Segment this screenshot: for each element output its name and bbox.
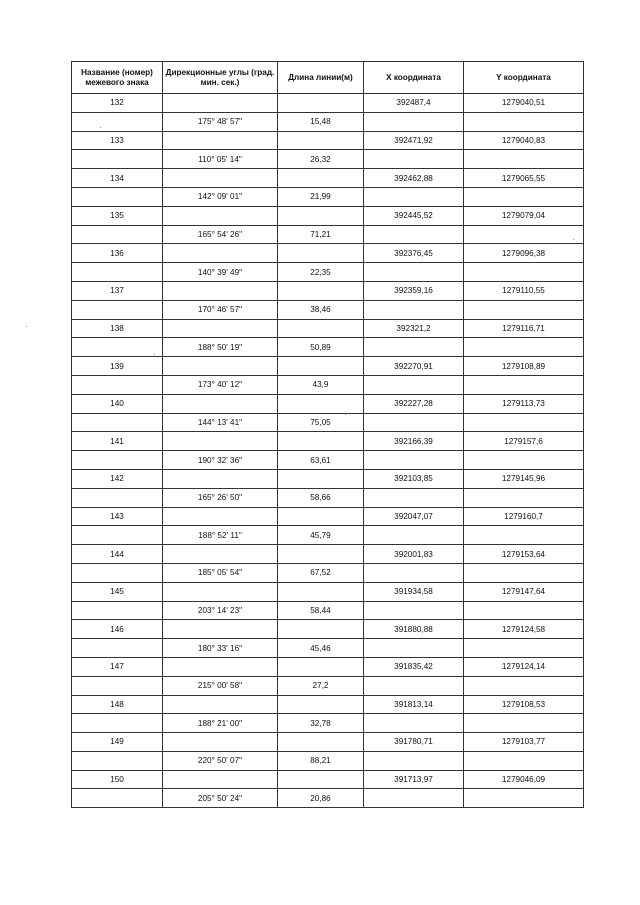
cell-x-coordinate — [364, 300, 464, 319]
cell-direction-angle: 203° 14' 23" — [163, 601, 278, 620]
cell-marker-name: 138 — [72, 319, 163, 338]
cell-x-coordinate: 392047,07 — [364, 507, 464, 526]
table-row — [72, 263, 584, 282]
cell-y-coordinate — [464, 563, 584, 582]
cell-y-coordinate: 1279157,6 — [464, 432, 584, 451]
cell-line-length: 22,35 — [278, 263, 364, 282]
cell-direction-angle — [163, 319, 278, 338]
table-header-row — [72, 62, 584, 94]
cell-marker-name — [72, 676, 163, 695]
header-line-length: Длина линии(м) — [278, 62, 364, 94]
table-row — [72, 206, 584, 225]
table-row — [72, 488, 584, 507]
cell-x-coordinate: 392359,16 — [364, 281, 464, 300]
cell-line-length — [278, 169, 364, 188]
cell-y-coordinate — [464, 187, 584, 206]
cell-y-coordinate — [464, 338, 584, 357]
cell-line-length — [278, 770, 364, 789]
cell-marker-name — [72, 751, 163, 770]
cell-direction-angle: 175° 48' 57" — [163, 112, 278, 131]
scan-speck — [26, 326, 27, 327]
cell-line-length: 50,89 — [278, 338, 364, 357]
cell-marker-name: 148 — [72, 695, 163, 714]
header-marker-name: Название (номер) межевого знака — [72, 62, 163, 94]
table-row — [72, 507, 584, 526]
cell-y-coordinate — [464, 601, 584, 620]
cell-direction-angle — [163, 770, 278, 789]
table-row — [72, 526, 584, 545]
table-row — [72, 714, 584, 733]
table-row — [72, 432, 584, 451]
cell-direction-angle — [163, 469, 278, 488]
cell-y-coordinate: 1279040,51 — [464, 94, 584, 113]
header-direction-angles: Дирекционные углы (град. мин. сек.) — [163, 62, 278, 94]
cell-y-coordinate — [464, 112, 584, 131]
table-row — [72, 131, 584, 150]
cell-y-coordinate — [464, 676, 584, 695]
cell-x-coordinate — [364, 263, 464, 282]
cell-line-length — [278, 94, 364, 113]
cell-marker-name: 132 — [72, 94, 163, 113]
cell-y-coordinate — [464, 451, 584, 470]
cell-x-coordinate: 392103,85 — [364, 469, 464, 488]
cell-y-coordinate: 1279103,77 — [464, 733, 584, 752]
table-row — [72, 375, 584, 394]
cell-marker-name — [72, 639, 163, 658]
table-row — [72, 620, 584, 639]
cell-direction-angle: 205° 50' 24" — [163, 789, 278, 808]
cell-x-coordinate: 392227,28 — [364, 394, 464, 413]
cell-line-length — [278, 244, 364, 263]
cell-marker-name — [72, 150, 163, 169]
cell-y-coordinate — [464, 150, 584, 169]
scan-speck — [345, 414, 346, 415]
cell-line-length — [278, 582, 364, 601]
cell-line-length: 75,05 — [278, 413, 364, 432]
cell-marker-name: 140 — [72, 394, 163, 413]
cell-direction-angle: 165° 54' 26" — [163, 225, 278, 244]
cell-direction-angle: 215° 00' 58" — [163, 676, 278, 695]
table-row — [72, 225, 584, 244]
cell-y-coordinate: 1279108,89 — [464, 357, 584, 376]
cell-line-length — [278, 357, 364, 376]
cell-direction-angle — [163, 582, 278, 601]
cell-marker-name — [72, 714, 163, 733]
cell-y-coordinate: 1279116,71 — [464, 319, 584, 338]
cell-y-coordinate: 1279113,73 — [464, 394, 584, 413]
cell-x-coordinate: 392471,92 — [364, 131, 464, 150]
cell-direction-angle — [163, 206, 278, 225]
cell-direction-angle: 144° 13' 41" — [163, 413, 278, 432]
cell-direction-angle: 170° 46' 57" — [163, 300, 278, 319]
cell-y-coordinate: 1279110,55 — [464, 281, 584, 300]
table-row — [72, 469, 584, 488]
cell-line-length — [278, 281, 364, 300]
header-y-coordinate: Y координата — [464, 62, 584, 94]
table-row — [72, 639, 584, 658]
cell-y-coordinate: 1279147,64 — [464, 582, 584, 601]
cell-x-coordinate — [364, 676, 464, 695]
cell-direction-angle — [163, 657, 278, 676]
table-row — [72, 770, 584, 789]
cell-marker-name — [72, 375, 163, 394]
cell-line-length — [278, 695, 364, 714]
cell-x-coordinate: 391835,42 — [364, 657, 464, 676]
cell-line-length — [278, 319, 364, 338]
table-row — [72, 563, 584, 582]
cell-y-coordinate — [464, 714, 584, 733]
cell-line-length — [278, 733, 364, 752]
cell-x-coordinate — [364, 563, 464, 582]
scan-speck — [573, 239, 574, 240]
table-row — [72, 789, 584, 808]
cell-marker-name: 145 — [72, 582, 163, 601]
cell-line-length: 38,46 — [278, 300, 364, 319]
cell-marker-name: 146 — [72, 620, 163, 639]
cell-x-coordinate: 392487,4 — [364, 94, 464, 113]
cell-y-coordinate: 1279065,55 — [464, 169, 584, 188]
cell-direction-angle — [163, 281, 278, 300]
cell-marker-name: 144 — [72, 545, 163, 564]
cell-direction-angle: 188° 50' 19" — [163, 338, 278, 357]
cell-direction-angle — [163, 695, 278, 714]
cell-direction-angle: 173° 40' 12" — [163, 375, 278, 394]
cell-x-coordinate — [364, 639, 464, 658]
cell-y-coordinate: 1279079,04 — [464, 206, 584, 225]
cell-marker-name — [72, 112, 163, 131]
cell-direction-angle: 188° 52' 11" — [163, 526, 278, 545]
table-row — [72, 112, 584, 131]
cell-marker-name — [72, 451, 163, 470]
cell-line-length: 45,79 — [278, 526, 364, 545]
cell-y-coordinate: 1279160,7 — [464, 507, 584, 526]
cell-line-length: 88,21 — [278, 751, 364, 770]
cell-x-coordinate: 391813,14 — [364, 695, 464, 714]
cell-direction-angle — [163, 507, 278, 526]
cell-direction-angle — [163, 131, 278, 150]
cell-marker-name: 150 — [72, 770, 163, 789]
cell-y-coordinate — [464, 225, 584, 244]
cell-x-coordinate — [364, 488, 464, 507]
table-row — [72, 244, 584, 263]
cell-y-coordinate — [464, 751, 584, 770]
scan-speck — [154, 354, 155, 355]
cell-y-coordinate — [464, 526, 584, 545]
cell-x-coordinate — [364, 150, 464, 169]
table-row — [72, 751, 584, 770]
cell-x-coordinate: 391934,58 — [364, 582, 464, 601]
cell-y-coordinate: 1279096,38 — [464, 244, 584, 263]
cell-direction-angle — [163, 432, 278, 451]
cell-line-length: 58,44 — [278, 601, 364, 620]
table-row — [72, 695, 584, 714]
cell-y-coordinate: 1279108,53 — [464, 695, 584, 714]
cell-y-coordinate: 1279124,14 — [464, 657, 584, 676]
table-row — [72, 169, 584, 188]
cell-direction-angle: 110° 05' 14" — [163, 150, 278, 169]
cell-direction-angle — [163, 394, 278, 413]
cell-x-coordinate — [364, 526, 464, 545]
cell-x-coordinate — [364, 112, 464, 131]
cell-direction-angle: 190° 32' 36" — [163, 451, 278, 470]
cell-marker-name — [72, 563, 163, 582]
table-body — [72, 94, 584, 808]
cell-marker-name — [72, 789, 163, 808]
cell-x-coordinate — [364, 225, 464, 244]
cell-y-coordinate: 1279124,58 — [464, 620, 584, 639]
cell-marker-name: 147 — [72, 657, 163, 676]
cell-x-coordinate — [364, 601, 464, 620]
cell-y-coordinate — [464, 375, 584, 394]
table-row — [72, 281, 584, 300]
table-row — [72, 733, 584, 752]
cell-x-coordinate: 391880,88 — [364, 620, 464, 639]
table-row — [72, 657, 584, 676]
scan-speck — [100, 127, 101, 128]
cell-x-coordinate: 392321,2 — [364, 319, 464, 338]
table-row — [72, 338, 584, 357]
header-x-coordinate: X координата — [364, 62, 464, 94]
table-row — [72, 394, 584, 413]
cell-line-length — [278, 206, 364, 225]
cell-x-coordinate — [364, 187, 464, 206]
cell-direction-angle — [163, 357, 278, 376]
cell-y-coordinate — [464, 488, 584, 507]
cell-line-length: 63,61 — [278, 451, 364, 470]
cell-marker-name — [72, 413, 163, 432]
cell-marker-name — [72, 300, 163, 319]
cell-line-length: 21,99 — [278, 187, 364, 206]
cell-x-coordinate: 392001,83 — [364, 545, 464, 564]
cell-marker-name: 149 — [72, 733, 163, 752]
cell-marker-name — [72, 263, 163, 282]
table-row — [72, 357, 584, 376]
cell-marker-name: 134 — [72, 169, 163, 188]
table-row — [72, 545, 584, 564]
cell-marker-name: 135 — [72, 206, 163, 225]
boundary-coordinates-table — [71, 61, 584, 808]
cell-line-length — [278, 131, 364, 150]
cell-direction-angle: 180° 33' 16" — [163, 639, 278, 658]
cell-line-length: 32,78 — [278, 714, 364, 733]
cell-direction-angle — [163, 733, 278, 752]
cell-x-coordinate — [364, 714, 464, 733]
cell-direction-angle: 185° 05' 54" — [163, 563, 278, 582]
table-row — [72, 676, 584, 695]
cell-marker-name: 137 — [72, 281, 163, 300]
cell-line-length — [278, 432, 364, 451]
cell-x-coordinate: 391780,71 — [364, 733, 464, 752]
cell-line-length — [278, 394, 364, 413]
cell-line-length — [278, 469, 364, 488]
cell-line-length: 26,32 — [278, 150, 364, 169]
cell-marker-name: 141 — [72, 432, 163, 451]
cell-line-length: 43,9 — [278, 375, 364, 394]
cell-y-coordinate: 1279046,09 — [464, 770, 584, 789]
cell-marker-name: 142 — [72, 469, 163, 488]
cell-y-coordinate — [464, 263, 584, 282]
cell-marker-name: 143 — [72, 507, 163, 526]
cell-line-length: 15,48 — [278, 112, 364, 131]
cell-y-coordinate: 1279040,83 — [464, 131, 584, 150]
cell-direction-angle — [163, 94, 278, 113]
table-row — [72, 413, 584, 432]
cell-x-coordinate — [364, 413, 464, 432]
cell-marker-name — [72, 225, 163, 244]
cell-line-length — [278, 507, 364, 526]
cell-line-length: 58,66 — [278, 488, 364, 507]
cell-line-length: 45,46 — [278, 639, 364, 658]
cell-x-coordinate: 392445,52 — [364, 206, 464, 225]
cell-line-length — [278, 545, 364, 564]
cell-marker-name — [72, 187, 163, 206]
cell-x-coordinate — [364, 338, 464, 357]
cell-direction-angle — [163, 244, 278, 263]
cell-y-coordinate — [464, 413, 584, 432]
cell-x-coordinate — [364, 375, 464, 394]
cell-y-coordinate: 1279145,96 — [464, 469, 584, 488]
cell-marker-name — [72, 338, 163, 357]
cell-direction-angle — [163, 620, 278, 639]
cell-x-coordinate: 391713,97 — [364, 770, 464, 789]
cell-marker-name — [72, 488, 163, 507]
cell-y-coordinate — [464, 639, 584, 658]
cell-direction-angle: 165° 26' 50" — [163, 488, 278, 507]
cell-y-coordinate — [464, 300, 584, 319]
table-row — [72, 94, 584, 113]
cell-y-coordinate: 1279153,64 — [464, 545, 584, 564]
cell-marker-name — [72, 601, 163, 620]
cell-x-coordinate — [364, 789, 464, 808]
cell-x-coordinate: 392270,91 — [364, 357, 464, 376]
cell-line-length: 67,52 — [278, 563, 364, 582]
cell-x-coordinate — [364, 451, 464, 470]
table-row — [72, 187, 584, 206]
table-row — [72, 451, 584, 470]
cell-marker-name: 139 — [72, 357, 163, 376]
cell-marker-name: 136 — [72, 244, 163, 263]
cell-x-coordinate: 392462,88 — [364, 169, 464, 188]
cell-line-length — [278, 620, 364, 639]
cell-direction-angle: 142° 09' 01" — [163, 187, 278, 206]
cell-x-coordinate: 392166,39 — [364, 432, 464, 451]
cell-direction-angle: 140° 39' 49" — [163, 263, 278, 282]
cell-x-coordinate — [364, 751, 464, 770]
cell-line-length: 20,86 — [278, 789, 364, 808]
table-row — [72, 300, 584, 319]
cell-line-length: 71,21 — [278, 225, 364, 244]
cell-marker-name — [72, 526, 163, 545]
cell-direction-angle — [163, 169, 278, 188]
cell-marker-name: 133 — [72, 131, 163, 150]
table-row — [72, 601, 584, 620]
cell-direction-angle: 220° 50' 07" — [163, 751, 278, 770]
cell-y-coordinate — [464, 789, 584, 808]
cell-line-length — [278, 657, 364, 676]
cell-line-length: 27,2 — [278, 676, 364, 695]
table-row — [72, 150, 584, 169]
table-row — [72, 319, 584, 338]
cell-x-coordinate: 392376,45 — [364, 244, 464, 263]
cell-direction-angle: 188° 21' 00" — [163, 714, 278, 733]
table-row — [72, 582, 584, 601]
cell-direction-angle — [163, 545, 278, 564]
